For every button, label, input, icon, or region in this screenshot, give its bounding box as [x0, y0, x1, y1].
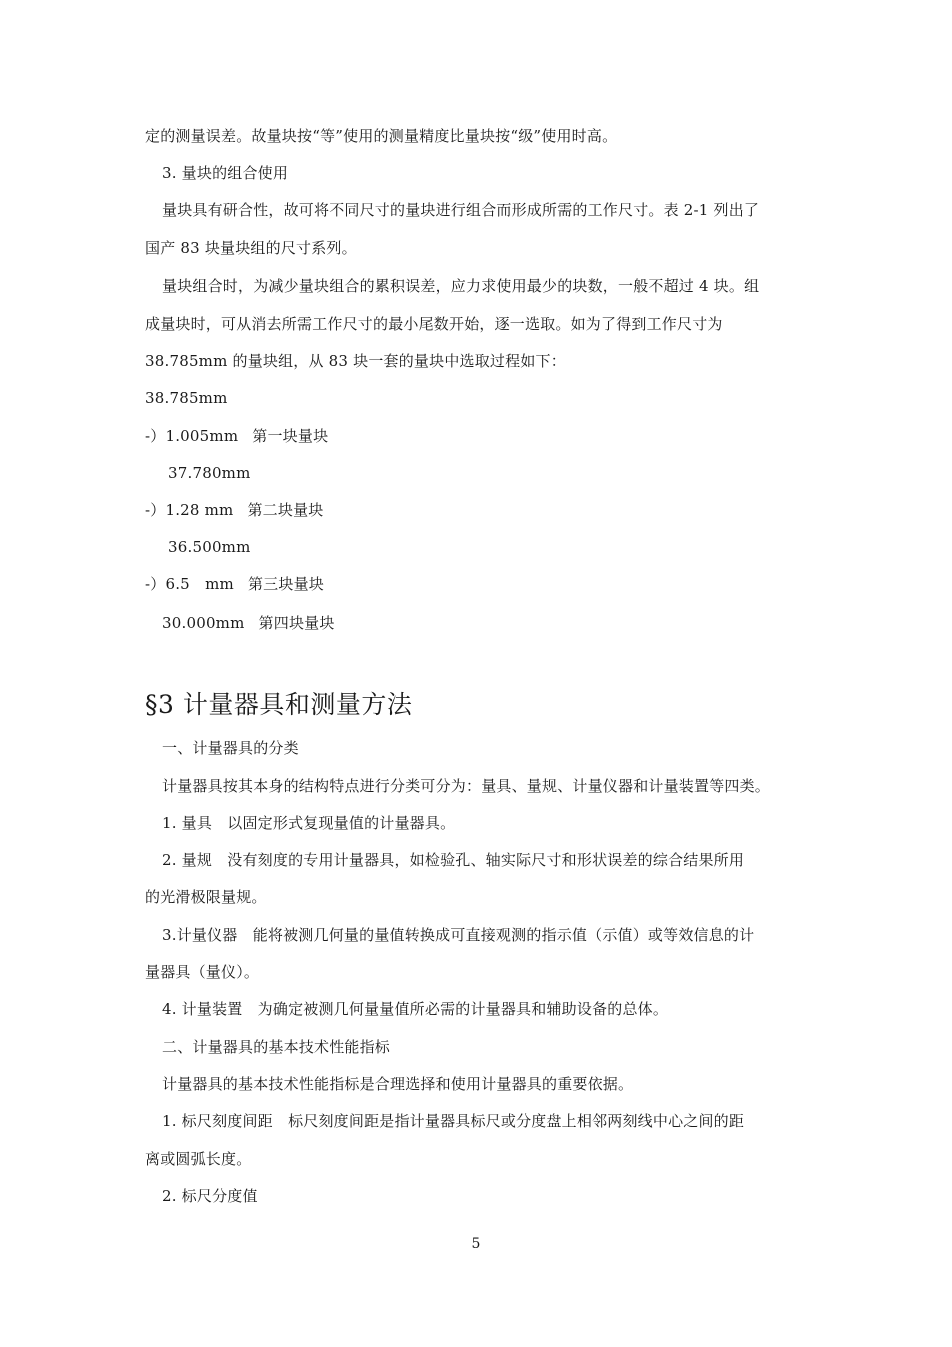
calc-subtrahend: -）1.005mm	[145, 427, 239, 445]
paragraph-line: 38.785mm 的量块组，从 83 块一套的量块中选取过程如下：	[145, 352, 566, 370]
paragraph-line: 成量块时，可从消去所需工作尺寸的最小尾数开始，逐一选取。如为了得到工作尺寸为	[145, 315, 723, 333]
calc-step	[145, 500, 324, 520]
list-item: 2. 标尺分度值	[162, 1187, 258, 1205]
calc-note: 第一块量块	[252, 427, 329, 445]
calc-note: 第四块量块	[258, 614, 335, 632]
calc-note: 第二块量块	[247, 501, 324, 519]
calc-value: 37.780mm	[168, 464, 251, 482]
paragraph-line: 量器具（量仪）。	[145, 963, 260, 981]
paragraph-line: 计量器具按其本身的结构特点进行分类可分为：量具、量规、计量仪器和计量装置等四类。	[162, 777, 771, 795]
list-item: 2. 量规 没有刻度的专用计量器具，如检验孔、轴实际尺寸和形状误差的综合结果所用	[162, 851, 745, 869]
calc-value: 38.785mm	[145, 389, 228, 407]
page-number: 5	[471, 1236, 481, 1252]
paragraph-line: 量块具有研合性，故可将不同尺寸的量块进行组合而形成所需的工作尺寸。表 2-1 列出了	[162, 201, 760, 219]
calc-step	[162, 613, 335, 633]
calc-step	[145, 574, 324, 594]
paragraph-line: 量块组合时，为减少量块组合的累积误差，应力求使用最少的块数，一般不超过 4 块。组	[162, 277, 760, 295]
calc-step	[145, 426, 328, 446]
calc-result: 30.000mm	[162, 614, 245, 632]
subsection-title: 3. 量块的组合使用	[162, 164, 289, 182]
list-item: 4. 计量装置 为确定被测几何量量值所必需的计量器具和辅助设备的总体。	[162, 1000, 669, 1018]
calc-note: 第三块量块	[247, 575, 324, 593]
section-heading: §3 计量器具和测量方法	[145, 690, 413, 719]
paragraph-line: 定的测量误差。故量块按“等”使用的测量精度比量块按“级”使用时高。	[145, 127, 618, 145]
calc-subtrahend: -）1.28 mm	[145, 501, 234, 519]
paragraph-line: 离或圆弧长度。	[145, 1150, 252, 1168]
list-item: 3.计量仪器 能将被测几何量的量值转换成可直接观测的指示值（示值）或等效信息的计	[162, 926, 755, 944]
paragraph-line: 国产 83 块量块组的尺寸系列。	[145, 239, 357, 257]
calc-subtrahend: -）6.5 mm	[145, 575, 234, 593]
subheading: 二、计量器具的基本技术性能指标	[162, 1038, 391, 1056]
list-item: 1. 量具 以固定形式复现量值的计量器具。	[162, 814, 456, 832]
subheading: 一、计量器具的分类	[162, 739, 299, 757]
paragraph-line: 计量器具的基本技术性能指标是合理选择和使用计量器具的重要依据。	[162, 1075, 634, 1093]
paragraph-line: 的光滑极限量规。	[145, 888, 267, 906]
calc-value: 36.500mm	[168, 538, 251, 556]
list-item: 1. 标尺刻度间距 标尺刻度间距是指计量器具标尺或分度盘上相邻两刻线中心之间的距	[162, 1112, 745, 1130]
